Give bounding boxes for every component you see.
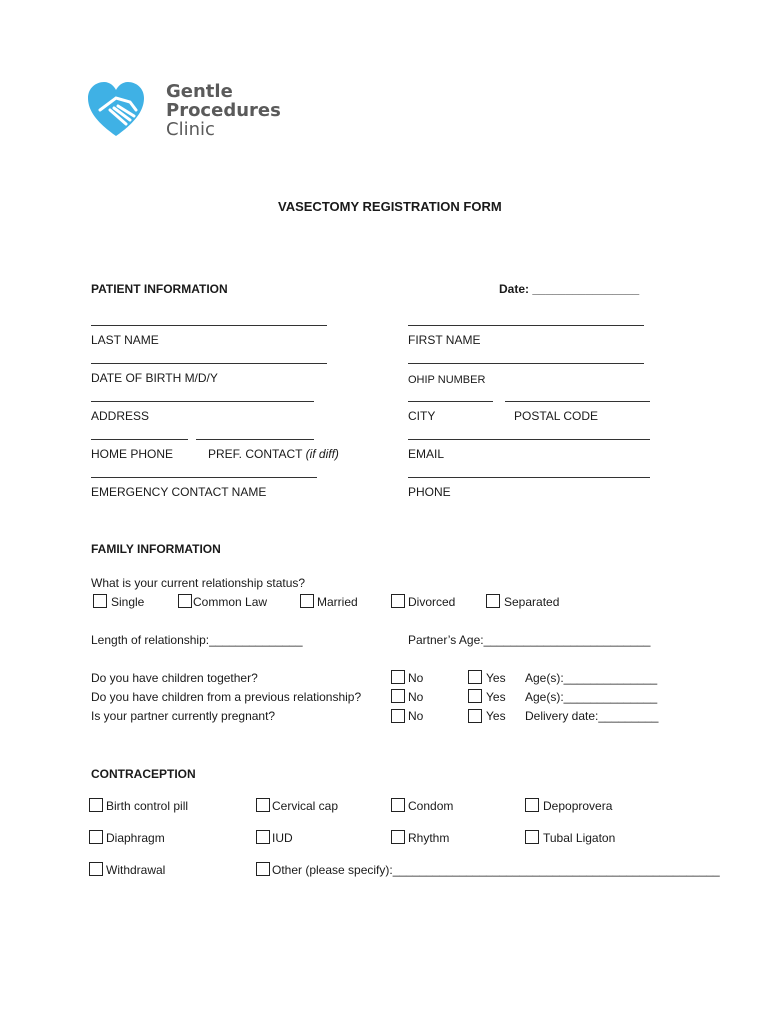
first-name-label: FIRST NAME (408, 333, 481, 347)
option-diaphragm: Diaphragm (106, 831, 165, 845)
dob-line[interactable] (91, 363, 327, 364)
option-single: Single (111, 595, 145, 609)
pref-contact-note: (if diff) (305, 447, 339, 461)
emergency-contact-label: EMERGENCY CONTACT NAME (91, 485, 267, 499)
address-line[interactable] (91, 401, 314, 402)
postal-line[interactable] (505, 401, 650, 402)
checkbox-rhythm[interactable] (391, 830, 405, 844)
checkbox-single[interactable] (93, 594, 107, 608)
option-depoprovera: Depoprovera (543, 799, 613, 813)
email-label: EMAIL (408, 447, 445, 461)
checkbox-tubal-ligation[interactable] (525, 830, 539, 844)
option-iud: IUD (272, 831, 293, 845)
pregnant-yes-label: Yes (486, 709, 506, 723)
checkbox-cervical-cap[interactable] (256, 798, 270, 812)
pref-contact-line[interactable] (196, 439, 314, 440)
first-name-line[interactable] (408, 325, 644, 326)
form-title: VASECTOMY REGISTRATION FORM (278, 199, 502, 214)
last-name-line[interactable] (91, 325, 327, 326)
relationship-status-question: What is your current relationship status? (91, 576, 306, 590)
checkbox-married[interactable] (300, 594, 314, 608)
children-previous-no-label: No (408, 690, 424, 704)
dob-label: DATE OF BIRTH M/D/Y (91, 371, 218, 385)
last-name-label: LAST NAME (91, 333, 159, 347)
ohip-label: OHIP NUMBER (408, 374, 486, 386)
children-previous-ages-field[interactable]: Age(s):______________ (525, 690, 658, 704)
heart-handshake-icon (86, 80, 146, 140)
option-tubal-ligation: Tubal Ligaton (543, 831, 616, 845)
pref-contact-label (208, 447, 339, 461)
other-specify-field[interactable]: Other (please specify):_________________________________________________ (272, 863, 720, 877)
option-birth-control-pill: Birth control pill (106, 799, 189, 813)
question-children-together: Do you have children together? (91, 671, 258, 685)
address-label: ADDRESS (91, 409, 150, 423)
checkbox-common-law[interactable] (178, 594, 192, 608)
option-withdrawal: Withdrawal (106, 863, 166, 877)
date-field-label[interactable]: Date: ________________ (499, 282, 640, 296)
children-together-ages-field[interactable]: Age(s):______________ (525, 671, 658, 685)
option-rhythm: Rhythm (408, 831, 450, 845)
checkbox-iud[interactable] (256, 830, 270, 844)
children-previous-yes-label: Yes (486, 690, 506, 704)
checkbox-pregnant-yes[interactable] (468, 709, 482, 723)
home-phone-label: HOME PHONE (91, 447, 174, 461)
question-children-previous: Do you have children from a previous relationship? (91, 690, 362, 704)
city-label: CITY (408, 409, 436, 423)
phone-label: PHONE (408, 485, 451, 499)
logo-line-2: Procedures (166, 100, 281, 121)
emergency-contact-line[interactable] (91, 477, 317, 478)
checkbox-children-together-yes[interactable] (468, 670, 482, 684)
delivery-date-field[interactable]: Delivery date:_________ (525, 709, 659, 723)
contraception-heading: CONTRACEPTION (91, 767, 196, 781)
logo-line-3: Clinic (166, 119, 215, 140)
checkbox-pregnant-no[interactable] (391, 709, 405, 723)
option-separated: Separated (504, 595, 560, 609)
checkbox-diaphragm[interactable] (89, 830, 103, 844)
checkbox-condom[interactable] (391, 798, 405, 812)
option-married: Married (317, 595, 358, 609)
checkbox-other[interactable] (256, 862, 270, 876)
option-divorced: Divorced (408, 595, 456, 609)
email-line[interactable] (408, 439, 650, 440)
checkbox-separated[interactable] (486, 594, 500, 608)
option-condom: Condom (408, 799, 454, 813)
children-together-yes-label: Yes (486, 671, 506, 685)
family-info-heading: FAMILY INFORMATION (91, 542, 221, 556)
question-partner-pregnant: Is your partner currently pregnant? (91, 709, 276, 723)
home-phone-line[interactable] (91, 439, 188, 440)
checkbox-children-previous-yes[interactable] (468, 689, 482, 703)
relationship-length-field[interactable]: Length of relationship:______________ (91, 633, 303, 647)
pref-contact-text: PREF. CONTACT (208, 447, 303, 461)
clinic-logo (86, 80, 286, 142)
logo-line-1: Gentle (166, 81, 233, 102)
postal-code-label: POSTAL CODE (514, 409, 599, 423)
option-cervical-cap: Cervical cap (272, 799, 339, 813)
checkbox-depoprovera[interactable] (525, 798, 539, 812)
city-line[interactable] (408, 401, 493, 402)
checkbox-withdrawal[interactable] (89, 862, 103, 876)
partner-age-field[interactable]: Partner’s Age:_________________________ (408, 633, 651, 647)
checkbox-divorced[interactable] (391, 594, 405, 608)
children-together-no-label: No (408, 671, 424, 685)
checkbox-children-together-no[interactable] (391, 670, 405, 684)
pregnant-no-label: No (408, 709, 424, 723)
checkbox-children-previous-no[interactable] (391, 689, 405, 703)
ohip-line[interactable] (408, 363, 644, 364)
phone-line[interactable] (408, 477, 650, 478)
checkbox-birth-control-pill[interactable] (89, 798, 103, 812)
option-common-law: Common Law (193, 595, 268, 609)
patient-info-heading: PATIENT INFORMATION (91, 282, 228, 296)
